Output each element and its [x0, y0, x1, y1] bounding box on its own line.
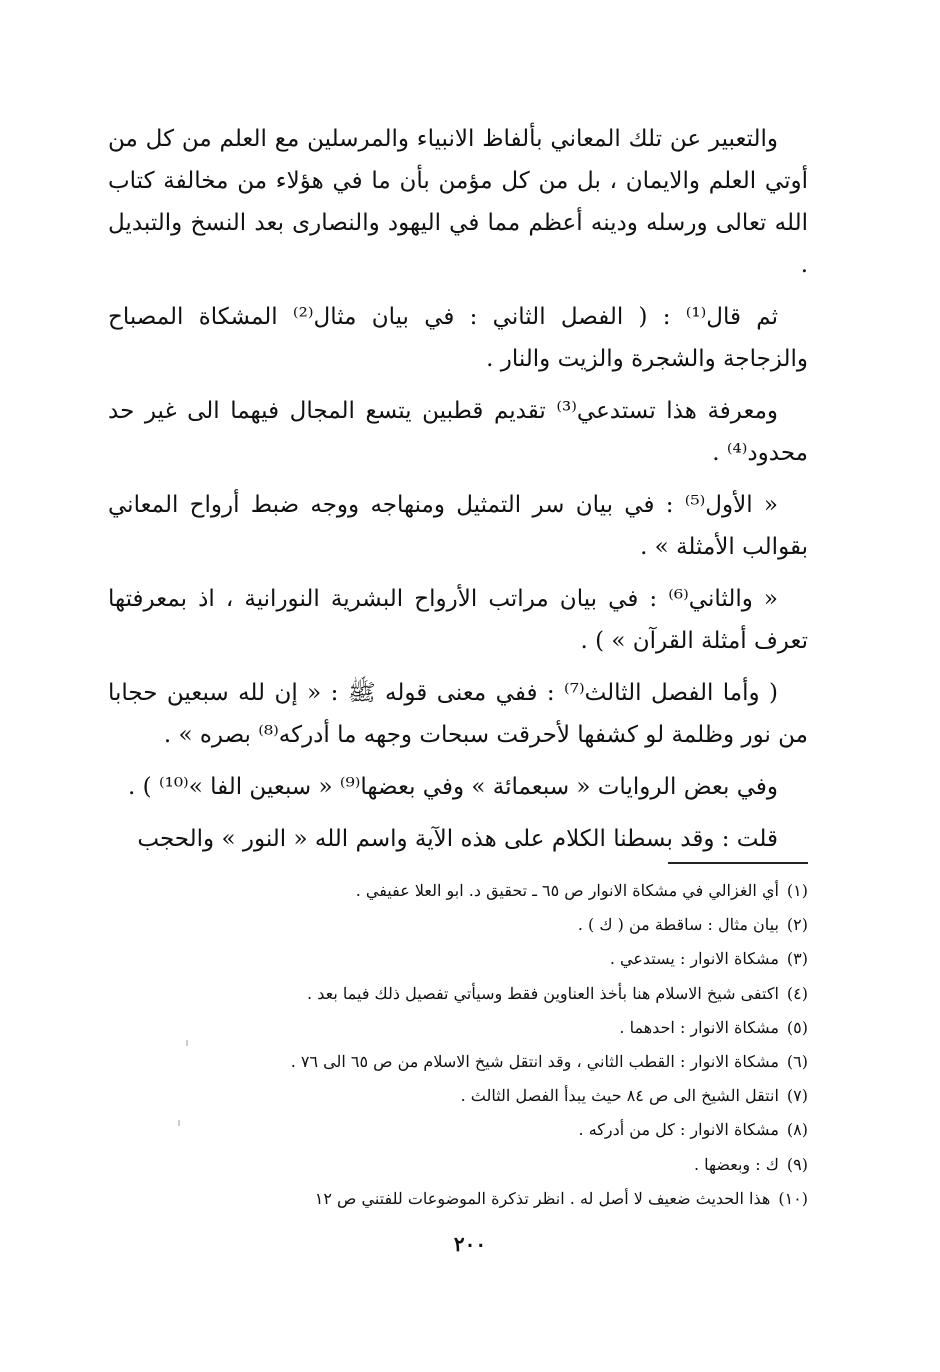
- footnote-number: (٧): [786, 1086, 808, 1106]
- footnote: [108, 1011, 808, 1045]
- main-text: [108, 118, 808, 860]
- footnote-text: بيان مثال : ساقطة من ( ك ) .: [577, 915, 779, 935]
- footnote-number: (٦): [786, 1052, 808, 1072]
- footnote-number: (١٠): [778, 1188, 808, 1208]
- footnote-text: مشكاة الانوار : احدهما .: [619, 1017, 779, 1037]
- footnote: [108, 874, 808, 908]
- footnote: [108, 1182, 808, 1216]
- footnote: [108, 908, 808, 942]
- scan-speck: [178, 1120, 180, 1126]
- footnote-text: ك : وبعضها .: [693, 1154, 779, 1174]
- scan-speck: [186, 1040, 188, 1046]
- footnote-text: انتقل الشيخ الى ص ٨٤ حيث يبدأ الفصل الثالث .: [460, 1086, 779, 1106]
- footnote-number: (٥): [786, 1017, 808, 1037]
- footnote-number: (٢): [786, 915, 808, 935]
- footnote-number: (٤): [786, 983, 808, 1003]
- footnote-number: (٩): [786, 1154, 808, 1174]
- footnote: [108, 1079, 808, 1113]
- footnote: [108, 1148, 808, 1182]
- footnote-separator: [668, 862, 808, 864]
- footnote-text: مشكاة الانوار : كل من أدركه .: [578, 1120, 779, 1140]
- footnote: [108, 977, 808, 1011]
- footnotes: [108, 874, 808, 1216]
- footnote-text: مشكاة الانوار : القطب الثاني ، وقد انتقل شيخ الاسلام من ص ٦٥ الى ٧٦ .: [290, 1052, 779, 1072]
- paragraph-4: « الأول⁽⁵⁾ : في بيان سر التمثيل ومنهاجه ووجه ضبط أرواح المعاني بقوالب الأمثلة » .: [108, 492, 808, 560]
- footnote-text: مشكاة الانوار : يستدعي .: [609, 949, 779, 969]
- paragraph-2: ثم قال⁽¹⁾ : ( الفصل الثاني : في بيان مثال⁽²⁾ المشكاة المصباح والزجاجة والشجرة والزيت والنار .: [108, 304, 808, 372]
- paragraph-1: والتعبير عن تلك المعاني بألفاظ الانبياء والمرسلين مع العلم من كل من أوتي العلم والايمان ، بل من كل مؤمن بأن ما في هؤلاء من مخالفة كتاب الله تعالى ورسله ودينه أعظم مما في اليهود والنصارى بعد النسخ والتبديل .: [108, 126, 808, 278]
- footnote-text: هذا الحديث ضعيف لا أصل له . انظر تذكرة الموضوعات للفتني ص ١٢: [314, 1188, 771, 1208]
- footnote-text: أي الغزالي في مشكاة الانوار ص ٦٥ ـ تحقيق د. ابو العلا عفيفي .: [355, 881, 779, 900]
- paragraph-3: ومعرفة هذا تستدعي⁽³⁾ تقديم قطبين يتسع المجال فيهما الى غير حد محدود⁽⁴⁾ .: [108, 398, 808, 466]
- footnote-text: اكتفى شيخ الاسلام هنا بأخذ العناوين فقط وسيأتي تفصيل ذلك فيما بعد .: [307, 983, 779, 1003]
- footnote: [108, 1045, 808, 1079]
- paragraph-8: قلت : وقد بسطنا الكلام على هذه الآية واسم الله « النور » والحجب: [137, 826, 778, 852]
- footnote: [108, 942, 808, 976]
- footnote-number: (٣): [786, 949, 808, 969]
- paragraph-6: ( وأما الفصل الثالث⁽⁷⁾ : ففي معنى قوله ﷺ : « إن لله سبعين حجابا من نور وظلمة لو كشفها لأحرقت سبحات وجهه ما أدركه⁽⁸⁾ بصره » .: [108, 680, 808, 748]
- footnote-number: (١): [786, 881, 808, 900]
- footnote: [108, 1113, 808, 1147]
- page-number: ٢٠٠: [453, 1232, 487, 1256]
- footnote-number: (٨): [786, 1120, 808, 1140]
- paragraph-7: وفي بعض الروايات « سبعمائة » وفي بعضها⁽⁹⁾ « سبعين الفا »⁽¹⁰⁾ ) .: [128, 774, 778, 800]
- paragraph-5: « والثاني⁽⁶⁾ : في بيان مراتب الأرواح البشرية النورانية ، اذ بمعرفتها تعرف أمثلة القرآن » ) .: [108, 586, 808, 654]
